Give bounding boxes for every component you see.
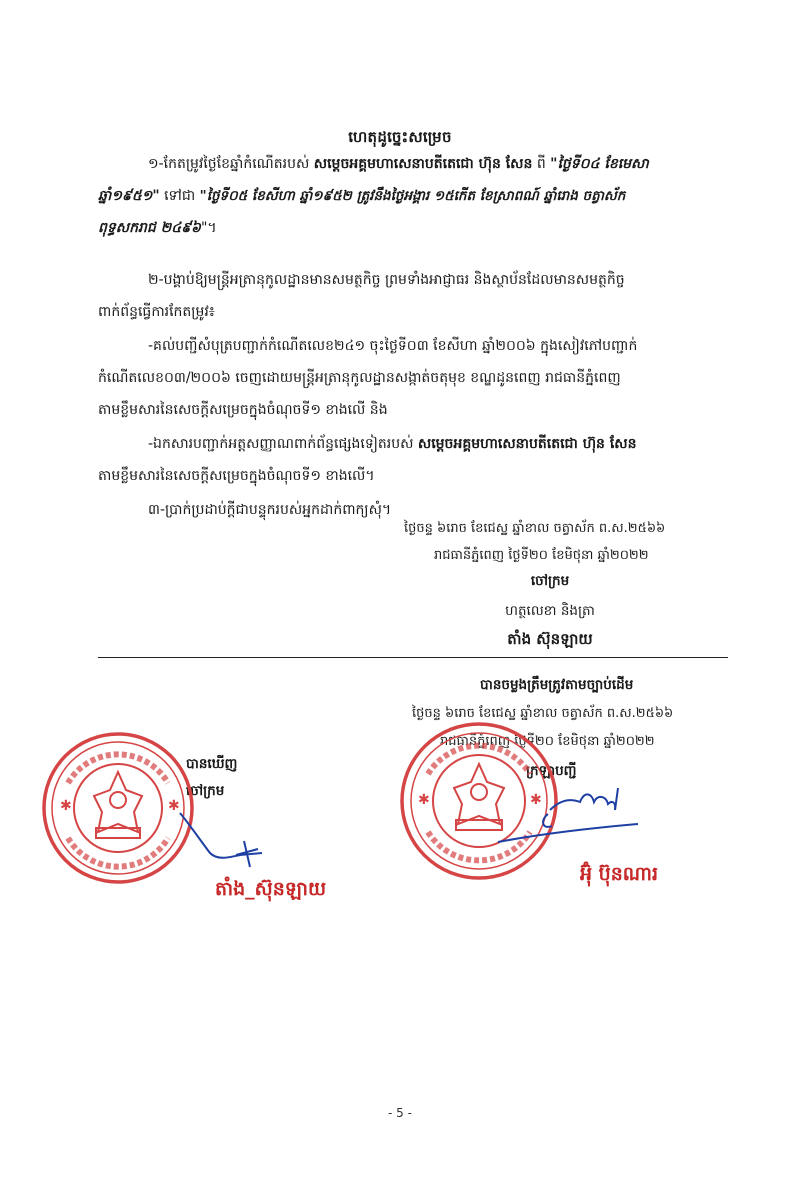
page-number: - 5 - <box>388 1106 412 1120</box>
article-2-line-1: ២-បង្គាប់ឱ្យមន្ត្រីអត្រានុកូលដ្ឋានមានសមត្ថកិច្ច ព្រមទាំងអាជ្ញាធរ និងស្ថាប័នដែលមានសមត្ថកិច្ច <box>148 272 625 288</box>
bullet-1-line-1: -គល់បញ្ជីសំបុត្របញ្ជាក់កំណើតលេខ២៤១ ចុះថ្ងៃទី០៣ ខែសីហា ឆ្នាំ២០០៦ ក្នុងសៀវភៅបញ្ជាក់ <box>148 338 638 354</box>
seen-role: ចៅក្រម <box>186 783 225 799</box>
clerk-role: ក្រឡាបញ្ជី <box>526 763 577 779</box>
bullet-2-line-1 <box>148 428 636 461</box>
certified-heading: បានចម្លងត្រឹមត្រូវតាមច្បាប់ដើម <box>480 677 634 693</box>
bullet-1-line-2: កំណើតលេខ០៣/២០០៦ ចេញដោយមន្ត្រីអត្រានុកូលដ្ឋានសង្កាត់ចតុមុខ ខណ្ឌដូនពេញ រាជធានីភ្នំពេញ <box>98 370 621 386</box>
judge-name: តាំង ស៊ុនឡាយ <box>507 630 593 648</box>
svg-text:✱: ✱ <box>530 792 542 808</box>
article-1-text: "។ <box>200 220 217 236</box>
seen-name: តាំង_ស៊ុនឡាយ <box>215 878 327 900</box>
clerk-name: អ៊ុំ ប៊ុនណារ <box>580 863 659 885</box>
svg-text:✱: ✱ <box>168 798 180 814</box>
new-date: "ថ្ងៃទី០៥ ខែសីហា ឆ្នាំ១៩៥២ ត្រូវនឹងថ្ងៃអង្គារ ១៥កើត ខែស្រាពណ៍ ឆ្នាំរោង ចត្វាស័ក <box>199 188 626 204</box>
svg-text:✱: ✱ <box>60 798 72 814</box>
date-lunar: ថ្ងៃចន្ទ ៦រោច ខែជេស្ឋ ឆ្នាំខាល ចត្វាស័ក ព.ស.២៥៦៦ <box>404 521 666 536</box>
svg-text:✱: ✱ <box>418 792 430 808</box>
bullet-2-line-2: តាមខ្លឹមសារនៃសេចក្តីសម្រេចក្នុងចំណុចទី១ ខាងលើ។ <box>98 468 375 484</box>
certified-date-solar: រាជធានីភ្នំពេញ ថ្ងៃទី២០ ខែមិថុនា ឆ្នាំ២០២២ <box>440 734 655 749</box>
article-3: ៣-ប្រាក់ប្រដាប់ក្តីជាបន្ទុករបស់អ្នកដាក់ពាក្យសុំ។ <box>148 502 392 518</box>
section-title: ហេតុដូច្នេះសម្រេច <box>348 128 452 146</box>
article-1-line-2 <box>98 180 625 213</box>
old-date: ឆ្នាំ១៩៥១" <box>98 188 160 204</box>
article-1-text: ១-កែតម្រូវថ្ងៃខែឆ្នាំកំណើតរបស់ <box>148 156 314 172</box>
article-2-line-2: ពាក់ព័ន្ធធ្វើការកែតម្រូវ៖ <box>98 304 215 320</box>
judge-role: ចៅក្រម <box>530 573 570 589</box>
article-1-text: ពី <box>532 156 551 172</box>
judge-signature-left <box>170 805 270 875</box>
divider-line <box>98 657 728 658</box>
new-date: ពុទ្ធសករាជ ២៤៩៦ <box>98 220 201 236</box>
person-name: សម្តេចអគ្គមហាសេនាបតីតេជោ ហ៊ុន សែន <box>313 156 533 172</box>
date-solar: រាជធានីភ្នំពេញ ថ្ងៃទី២០ ខែមិថុនា ឆ្នាំ២០២២ <box>434 548 649 563</box>
person-name: សម្តេចអគ្គមហាសេនាបតីតេជោ ហ៊ុន សែន <box>417 436 637 452</box>
bullet-1-line-3: តាមខ្លឹមសារនៃសេចក្តីសម្រេចក្នុងចំណុចទី១ ខាងលើ និង <box>98 402 388 418</box>
article-1-line-1 <box>148 148 649 181</box>
certified-date-lunar: ថ្ងៃចន្ទ ៦រោច ខែជេស្ឋ ឆ្នាំខាល ចត្វាស័ក ព.ស.២៥៦៦ <box>412 706 674 721</box>
seen-heading: បានឃើញ <box>186 756 238 772</box>
article-1-line-3 <box>98 212 217 245</box>
old-date: "ថ្ងៃទី០៤ ខែមេសា <box>550 156 649 172</box>
signature-label: ហត្ថលេខា និងត្រា <box>505 603 595 619</box>
clerk-signature-right <box>490 780 640 860</box>
article-1-text: ទៅជា <box>159 188 200 204</box>
bullet-2-text: -ឯកសារបញ្ជាក់អត្តសញ្ញាណពាក់ព័ន្ធផ្សេងទៀតរបស់ <box>148 436 418 452</box>
